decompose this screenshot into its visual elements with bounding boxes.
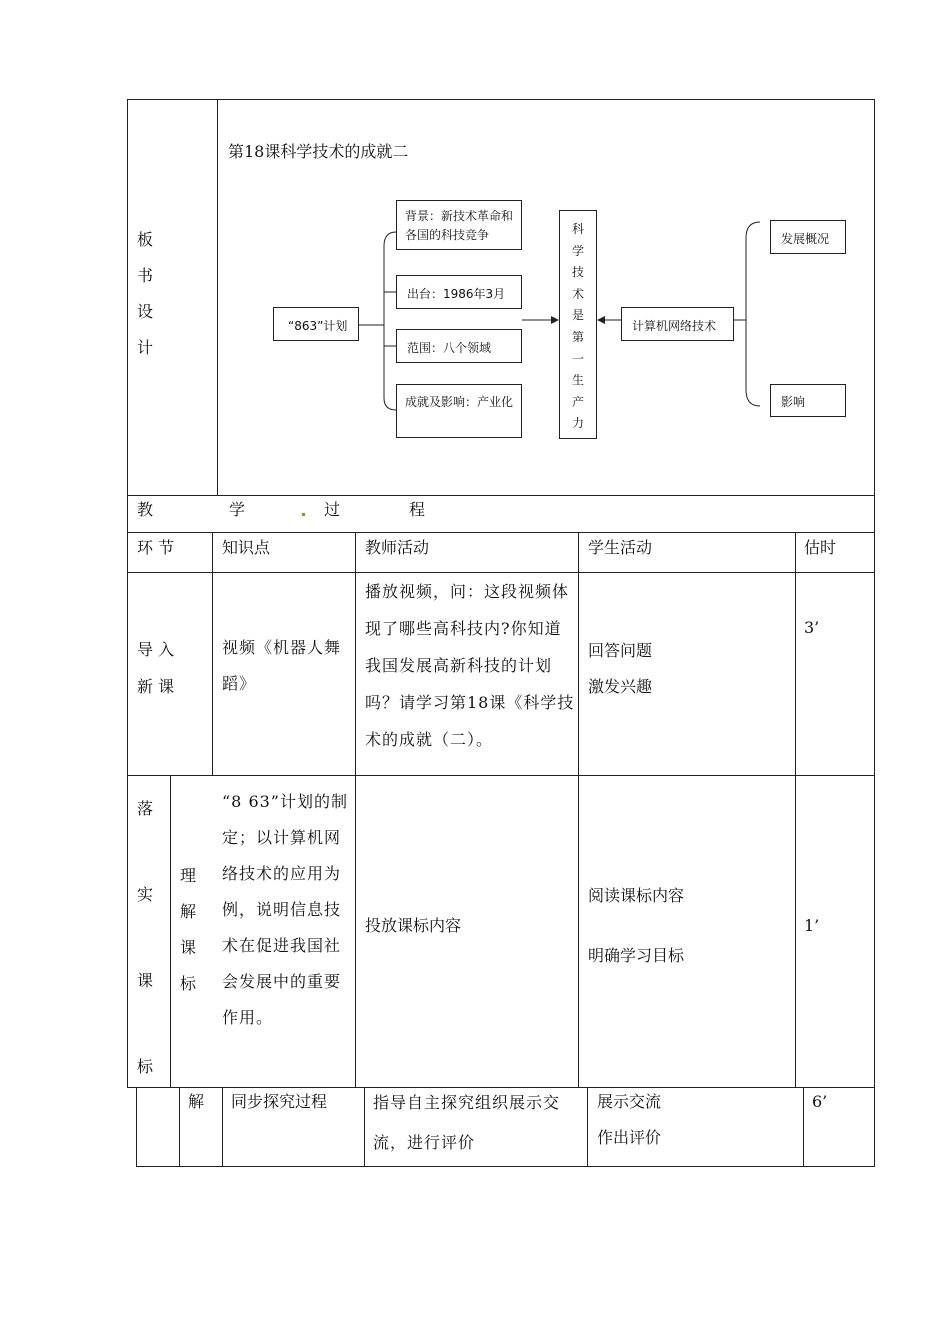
row1-section: 新 课 — [137, 677, 175, 696]
center-char: 科 — [571, 222, 584, 236]
network-text: 计算机网络技术 — [632, 319, 717, 333]
row2-time: 1’ — [804, 916, 820, 935]
impact-text: 成就及影响：产业化 — [405, 395, 514, 409]
row2-sub-char: 标 — [179, 974, 196, 993]
board-label-char: 板 — [136, 230, 153, 249]
influence-box — [770, 384, 846, 417]
row2-section-char: 标 — [136, 1057, 153, 1076]
row2-sub-char: 理 — [179, 866, 196, 885]
row2-sub-char: 解 — [179, 902, 196, 921]
row1-knowledge: 视频《机器人舞蹈》 — [222, 638, 342, 693]
row1-student: 激发兴趣 — [588, 677, 653, 696]
row2-knowledge: “8 63”计划的制定；以计算机网络技术的应用为例，说明信息技术在促进我国社会发展中的重要作用。 — [222, 792, 348, 1027]
process-char: 程 — [409, 500, 426, 519]
center-char: 产 — [571, 394, 584, 409]
board-label-char: 计 — [136, 338, 153, 357]
header-teacher: 教师活动 — [365, 538, 430, 557]
row1-time: 3’ — [804, 618, 820, 637]
center-char: 生 — [571, 373, 584, 388]
plan-box — [273, 307, 359, 341]
row2-student: 明确学习目标 — [588, 946, 685, 965]
board-title: 第18课科学技术的成就二 — [228, 142, 409, 161]
board-label-char: 设 — [136, 302, 153, 321]
row1-student: 回答问题 — [588, 641, 653, 660]
center-char: 是 — [571, 308, 584, 323]
network-box — [621, 307, 734, 341]
header-time: 估时 — [804, 538, 837, 557]
process-char: 过 — [324, 500, 341, 519]
scope-box — [396, 329, 522, 363]
row2-section-char: 课 — [136, 971, 153, 990]
row3-col — [803, 1088, 804, 1167]
col-line — [795, 533, 796, 1088]
row3-student: 作出评价 — [597, 1128, 662, 1147]
plan-label: “863”计划 — [288, 319, 348, 333]
row1-bottom — [127, 775, 875, 776]
row1-teacher: 播放视频，问：这段视频体现了哪些高科技内?你知道我国发展高新科技的计划吗？请学习第18课《科学技术的成就（二）。 — [365, 582, 575, 749]
row3-sub: 解 — [188, 1092, 205, 1111]
impact-box — [396, 384, 522, 438]
row2-section-char: 落 — [136, 799, 153, 818]
center-char: 学 — [571, 243, 584, 258]
dot-mark — [302, 513, 305, 516]
col-line — [212, 533, 213, 776]
influence-text: 影响 — [781, 395, 806, 409]
row3-col — [179, 1088, 180, 1167]
process-char: 教 — [137, 500, 154, 519]
background-text: 背景：新技术革命和各国的科技竞争 — [405, 209, 514, 242]
row3-student: 展示交流 — [597, 1092, 662, 1111]
row3-col — [587, 1088, 588, 1167]
row3-knowledge: 同步探究过程 — [231, 1092, 328, 1111]
row2-sub — [175, 863, 201, 1007]
scope-text: 范围：八个领域 — [407, 341, 492, 355]
center-char: 一 — [571, 351, 584, 366]
header-knowledge: 知识点 — [222, 538, 271, 557]
row3-col — [222, 1088, 223, 1167]
row3-time: 6’ — [812, 1092, 828, 1111]
row1-section: 导 入 — [137, 640, 175, 659]
sub-col-line — [170, 776, 171, 1088]
center-char: 第 — [571, 329, 584, 344]
row2-student: 阅读课标内容 — [588, 886, 685, 905]
row2-section — [132, 796, 158, 1084]
center-char: 技 — [571, 265, 584, 280]
process-bottom — [127, 532, 875, 533]
row3-teacher: 指导自主探究组织展示交流，进行评价 — [373, 1093, 561, 1152]
board-label-char: 书 — [136, 266, 153, 285]
process-char: 学 — [229, 500, 246, 519]
row3-bottom — [136, 1166, 875, 1167]
launch-box — [396, 275, 522, 309]
development-text: 发展概况 — [781, 232, 830, 246]
header-student: 学生活动 — [588, 538, 653, 557]
background-box — [396, 200, 522, 250]
row2-sub-char: 课 — [179, 938, 196, 957]
center-box — [559, 210, 597, 439]
row2-section-char: 实 — [136, 885, 153, 904]
row2-teacher: 投放课标内容 — [365, 916, 462, 935]
col-line — [578, 533, 579, 1088]
row3-left — [136, 1088, 137, 1167]
launch-text: 出台：1986年3月 — [407, 287, 506, 301]
development-box — [770, 220, 846, 254]
row3-col — [364, 1088, 365, 1167]
header-section: 环 节 — [137, 538, 175, 557]
col-line — [355, 533, 356, 1088]
center-char: 术 — [571, 286, 584, 301]
center-char: 力 — [571, 416, 584, 431]
